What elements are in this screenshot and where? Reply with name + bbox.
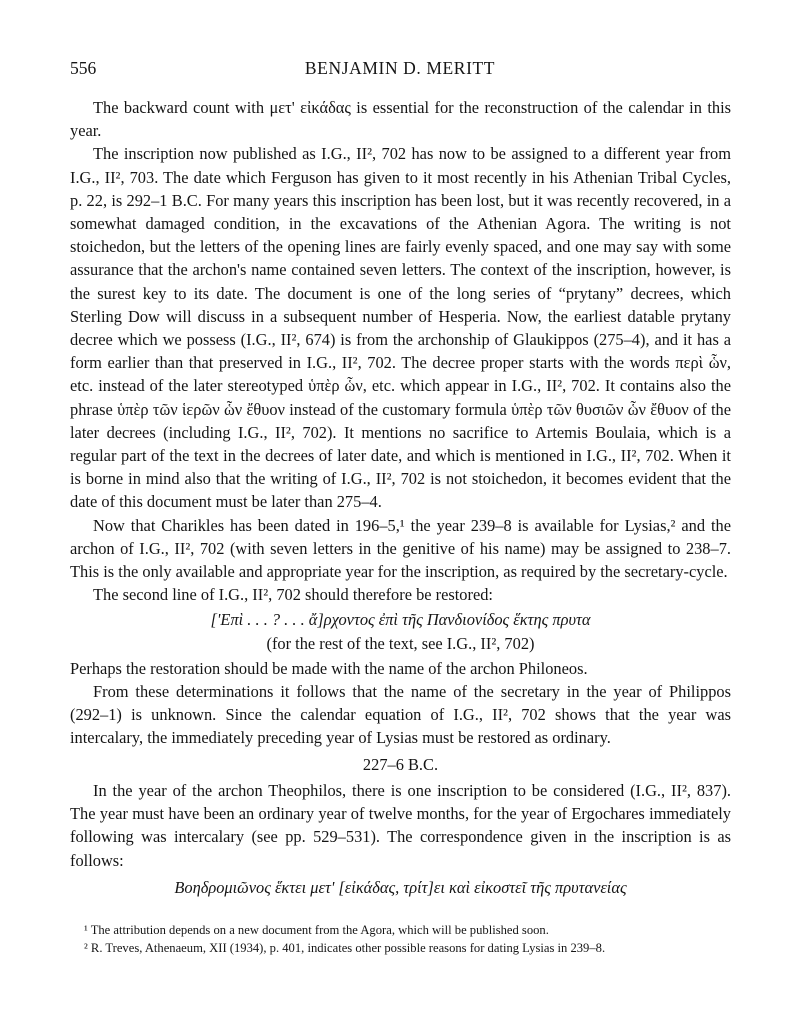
section-heading: 227–6 B.C.: [362, 754, 439, 774]
restoration-block: [70, 608, 731, 654]
greek-equation: Βοηδρομιῶνος ἕκτει μετ' [εἰκάδας, τρίτ]ει καὶ εἰκοστεῖ τῆς πρυτανείας: [174, 877, 627, 897]
restoration-line: ['Επὶ . . . ? . . . ἄ]ρχοντος ἐπὶ τῆς Πανδιονίδος ἕκτης πρυτα: [210, 610, 591, 630]
page-number: 556: [70, 58, 97, 78]
running-title: BENJAMIN D. MERITT: [304, 58, 496, 78]
footnote-2: ² R. Treves, Athenaeum, XII (1934), p. 401, indicates other possible reasons for dating Lysias in 239–8.: [84, 940, 606, 955]
paragraph-1: The backward count with μετ' εἰκάδας is essential for the reconstruction of the calendar in this year.: [70, 98, 731, 141]
restoration-note: (for the rest of the text, see I.G., II², 702): [266, 633, 535, 653]
footnotes: [70, 922, 731, 957]
footnote-1: ¹ The attribution depends on a new document from the Agora, which will be published soon.: [84, 923, 549, 937]
paragraph-6: From these determinations it follows that the name of the secretary in the year of Philippos (292–1) is unknown. Since the calendar equation of I.G., II², 702 shows that the year was intercalary, the immediately preceding year of Lysias must be restored as ordinary.: [70, 682, 731, 748]
paragraph-7: In the year of the archon Theophilos, there is one inscription to be considered (I.G., II², 837). The year must have been an ordinary year of twelve months, for the year of Ergochares immediately following was intercalary (see pp. 529–531). The correspondence given in the inscription is as follows:: [70, 780, 731, 870]
paragraph-4: The second line of I.G., II², 702 should therefore be restored:: [93, 585, 493, 605]
paragraph-2: The inscription now published as I.G., II², 702 has now to be assigned to a different year from I.G., II², 703. The date which Ferguson has given to it most recently in his Athenian Tribal Cycles, p. 22, is 292–1 B.C. For many years this inscription has been lost, but it was recently recovered, in a somewhat damaged condition, in the excavations of the Athenian Agora. The writing is not stoichedon, but the letters of the opening lines are fairly evenly spaced, and one may say with some assurance that the archon's name contained seven letters. The context of the inscription, however, is the surest key to its date. The document is one of the long series of “prytany” decrees, which Sterling Dow will discuss in a subsequent number of Hesperia. Now, the earliest datable prytany decree which we possess (I.G., II², 674) is from the archonship of Glaukippos (275–4), and it has a form earlier than that preserved in I.G., II², 702. The decree proper starts with the words περὶ ὧν, etc. instead of the later stereotyped ὑπὲρ ὧν, etc. which appear in I.G., II², 702. It contains also the phrase ὑπὲρ τῶν ἱερῶν ὧν ἔθυον instead of the customary formula ὑπὲρ τῶν θυσιῶν ὧν ἔθυον of the later decrees (including I.G., II², 702). It mentions no sacrifice to Artemis Boulaia, which is a regular part of the text in the decrees of later date, and which is mentioned in I.G., II², 702. When it is borne in mind also that the writing of I.G., II², 702 is not stoichedon, it becomes evident that the date of this document must be later than 275–4.: [70, 144, 731, 512]
paragraph-3: Now that Charikles has been dated in 196–5,¹ the year 239–8 is available for Lysias,² and the archon of I.G., II², 702 (with seven letters in the genitive of his name) may be assigned to 238–7. This is the only available and appropriate year for the inscription, as required by the secretary-cycle.: [70, 515, 731, 582]
paragraph-5: Perhaps the restoration should be made with the name of the archon Philoneos.: [70, 658, 588, 678]
page-header: [70, 58, 730, 82]
main-text: [70, 96, 731, 899]
